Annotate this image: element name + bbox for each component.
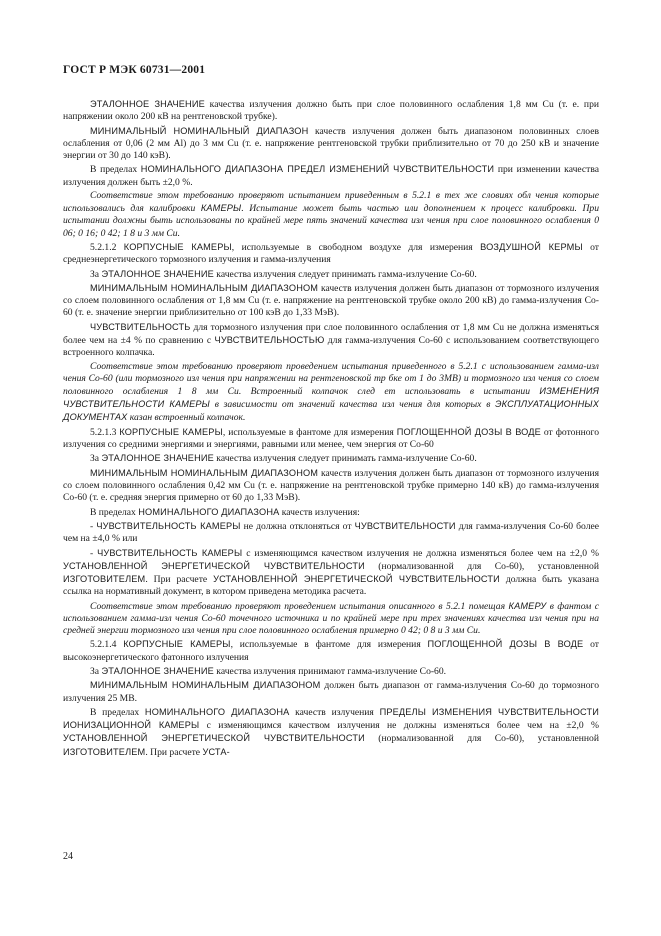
body-paragraph [63, 665, 599, 678]
defined-term: ЭТАЛОННОЕ ЗНАЧЕНИЕ [90, 99, 205, 109]
text-run: не должна отклоняться от [240, 520, 355, 532]
defined-term: ЧУВСТВИТЕЛЬНОСТЬ [90, 321, 191, 332]
body-paragraph [63, 638, 599, 663]
body-paragraph [63, 426, 599, 451]
text-run: . Испытание может быть частью или дополнением к процесс калибровки. При испытании должны быть использованы по крайней мере пять значений качества изл чения при слое половинного ослабления 0 06; 0 16; 0 42; 1 8 и 3 мм Cu. [63, 203, 599, 239]
text-run: должна быть указана ссылка на нормативный документ, в котором приведена методика расчета. [63, 573, 600, 598]
defined-term: ИЗГОТОВИТЕЛЕМ [63, 573, 146, 584]
defined-term: ЧУВСТВИТЕЛЬНОСТЬЮ [214, 334, 325, 345]
defined-term: ИЗМЕНЕНИЯ ЧУВСТВИТЕЛЬНОСТИ КАМЕРЫ [63, 385, 599, 410]
defined-term: НОМИНАЛЬНОГО ДИАПАЗОНА [138, 506, 280, 517]
text-run: За [90, 453, 102, 465]
text-run: качества излучения принимают гамма-излучение Co-60. [213, 665, 447, 677]
text-run: должен быть диапазон от гамма-излучения Co-60 до тормозного излучения 25 МВ. [63, 680, 600, 704]
defined-term: КОРПУСНЫЕ КАМЕРЫ [123, 241, 232, 252]
defined-term: ЧУВСТВИТЕЛЬНОСТЬ КАМЕРЫ [97, 547, 243, 558]
text-run: - [90, 520, 97, 532]
text-run: Соответствие этом требованию проверяют проведением испытания описанного в 5.2.1 помещая [90, 600, 509, 612]
text-run: , используемые в фантоме для измерения [222, 426, 397, 438]
text-run: качества излучения должно быть при слое половинного ослабления 1,8 мм Cu (т. е. при напряжении около 200 кВ на рентгеновской трубке). [63, 99, 599, 123]
defined-term: УСТА- [202, 746, 230, 757]
text-run: от фотонного излучения со средними энергиями и энергиями, равными или менее, чем энергия от Co-60 [63, 426, 600, 450]
text-run: качеств излучения должен быть диапазон от тормозного излучения со слоем половинного ослабления от 1,8 мм Cu (т. е. напряжение на рентгеновской трубке около 200 кВ) до гамма-излучения Co-60 (т. е. значение энергии приблизительно от 100 кэВ до 1,33 МэВ). [63, 282, 599, 319]
defined-term: ПРЕДЕЛЫ ИЗМЕНЕНИЯ ЧУВСТВИТЕЛЬНОСТИ ИОНИЗАЦИОННОЙ КАМЕРЫ [63, 706, 599, 731]
defined-term: ЭТАЛОННОЕ ЗНАЧЕНИЕ [101, 453, 214, 464]
defined-term: ЧУВСТВИТЕЛЬНОСТИ [354, 520, 456, 531]
text-run: в фантом с использованием гамма-изл чения Co-60 точечного источника и по крайней мере при трех значениях качества изл чения при на средней энергии тормозного изл чения при слое половинного ослабления примерно 0 42; 0 8 и 3 мм Cu. [63, 600, 599, 636]
text-run: (нормализованной для Co-60), установленной [364, 560, 599, 572]
body-paragraph [63, 163, 599, 188]
text-run: Соответствие этом требованию проверяют проведением испытания приведенного в 5.2.1 с использованием гамма-изл чения Co-60 (или тормозного изл чения при напряжении на рентгеновской тр бке от 1 до 3MB) и тормозного изл чения со слоем половинного ослабления 1 8 мм Cu. Встроенный колпачок след ет использовать в испытании [63, 360, 599, 397]
document-header: ГОСТ Р МЭК 60731—2001 [63, 64, 206, 76]
defined-term: ПОГЛОЩЕННОЙ ДОЗЫ В ВОДЕ [427, 639, 584, 650]
text-run: . При расчете [145, 573, 214, 585]
text-run: За [90, 665, 102, 677]
text-run: В пределах [90, 706, 145, 718]
text-run: в зависимости от значений качества изл чения для которых в [209, 399, 496, 411]
text-run: с изменяющимся качеством излучения не должны изменяться более чем на ±2,0 % [199, 720, 599, 732]
body-paragraph [63, 241, 599, 266]
defined-term: ЭКСПЛУАТАЦИОННЫХ ДОКУМЕНТАХ [63, 399, 599, 423]
text-run: За [90, 268, 102, 280]
body-paragraph [63, 679, 599, 704]
text-run: с изменяющимся качеством излучения не должна изменяться более чем на ±2,0 % [242, 547, 599, 559]
text-run: В пределах [90, 506, 139, 518]
text-run: 5.2.1.3 [90, 426, 120, 438]
text-run: от высокоэнергетического фатонного излучения [63, 639, 599, 663]
text-run: при изменении качества излучения должен быть ±2,0 %. [63, 164, 600, 188]
body-paragraph [63, 125, 599, 163]
defined-term: ВОЗДУШНОЙ КЕРМЫ [480, 241, 583, 252]
text-run: 5.2.1.4 [90, 639, 124, 651]
text-run: качеств излучения должен быть диапазон от тормозного излучения со слоем половинного ослабления 0,42 мм Cu (т. е. напряжение на рентгеновской трубке примерно 140 кВ) до гамма-излучения Co-60 (т. е. средняя энергия примерно от 60 до 1,33 МэВ). [63, 467, 599, 504]
text-run: для гамма-излучения Co-60 более чем на ±4,0 % или [63, 520, 599, 545]
text-run: для тормозного излучения при слое половинного ослабления от 1,8 мм Cu не должна изменяться более чем на ±4 % по сравнению с [63, 321, 599, 346]
defined-term: ЭТАЛОННОЕ ЗНАЧЕНИЕ [101, 665, 214, 676]
text-run: качеств излучения: [279, 506, 360, 518]
body-paragraph [63, 506, 599, 519]
defined-term: ИЗГОТОВИТЕЛЕМ [63, 746, 146, 757]
defined-term: КАМЕРЫ [200, 203, 242, 214]
text-run: . При расчете [145, 746, 203, 758]
defined-term: МИНИМАЛЬНЫМ НОМИНАЛЬНЫМ ДИАПАЗОНОМ [90, 467, 319, 478]
document-body [63, 98, 599, 760]
text-run: , используемые в свободном воздухе для измерения [231, 241, 481, 253]
body-paragraph [63, 467, 599, 505]
text-run: качества излучения следует принимать гамма-излучение Co-60. [213, 268, 477, 280]
text-run: от среднеэнергетического тормозного излучения и гамма-излучения [63, 241, 600, 266]
compliance-note-paragraph [63, 600, 599, 638]
defined-term: НОМИНАЛЬНОГО ДИАПАЗОНА [144, 706, 290, 717]
body-paragraph [63, 452, 599, 465]
text-run: качеств излучения должен быть диапазоном половинных слоев ослабления от 0,06 (2 мм Al) до 3 мм Cu (т. е. напряжение рентгеновской трубки приблизительно от 70 до 250 кВ и значение энергии от 30 до 140 кэВ). [63, 125, 599, 161]
body-paragraph [63, 282, 599, 320]
compliance-note-paragraph [63, 361, 599, 425]
page-number: 24 [63, 851, 73, 862]
body-paragraph [63, 268, 599, 281]
text-run: качеств излучения [289, 706, 380, 718]
defined-term: ЧУВСТВИТЕЛЬНОСТЬ КАМЕРЫ [96, 520, 241, 531]
compliance-note-paragraph [63, 190, 599, 240]
text-run: В пределах [90, 164, 141, 176]
defined-term: МИНИМАЛЬНЫМ НОМИНАЛЬНЫМ ДИАПАЗОНОМ [90, 680, 321, 691]
defined-term: КОРПУСНЫЕ КАМЕРЫ [119, 426, 223, 437]
defined-term: МИНИМАЛЬНЫМ НОМИНАЛЬНЫМ ДИАПАЗОНОМ [90, 282, 319, 293]
text-run: (нормализованной для Co-60), установленной [364, 733, 599, 745]
body-paragraph [63, 706, 599, 759]
defined-term: УСТАНОВЛЕННОЙ ЭНЕРГЕТИЧЕСКОЙ ЧУВСТВИТЕЛЬНОСТИ [213, 573, 500, 584]
text-run: - [90, 547, 98, 559]
defined-term: КОРПУСНЫЕ КАМЕРЫ [123, 639, 231, 650]
defined-term: КАМЕРУ [508, 600, 547, 611]
text-run: казан встроенный колпачок. [127, 412, 246, 424]
defined-term: НОМИНАЛЬНОГО ДИАПАЗОНА ПРЕДЕЛ ИЗМЕНЕНИЙ ЧУВСТВИТЕЛЬНОСТИ [140, 164, 495, 175]
body-paragraph [63, 321, 599, 360]
text-run: для гамма-излучения Co-60 с использованием соответствующего встроенного колпачка. [63, 334, 599, 359]
text-run: , используемые в фантоме для измерения [230, 639, 428, 651]
defined-term: ПОГЛОЩЕННОЙ ДОЗЫ В ВОДЕ [396, 426, 541, 437]
defined-term: ЭТАЛОННОЕ ЗНАЧЕНИЕ [101, 268, 214, 279]
body-paragraph [63, 98, 599, 123]
defined-term: УСТАНОВЛЕННОЙ ЭНЕРГЕТИЧЕСКОЙ ЧУВСТВИТЕЛЬНОСТИ [63, 560, 365, 571]
defined-term: МИНИМАЛЬНЫЙ НОМИНАЛЬНЫЙ ДИАПАЗОН [90, 125, 309, 136]
defined-term: УСТАНОВЛЕННОЙ ЭНЕРГЕТИЧЕСКОЙ ЧУВСТВИТЕЛЬНОСТИ [63, 733, 365, 744]
text-run: 5.2.1.2 [90, 241, 124, 253]
text-run: Соответствие этом требованию проверяют испытанием приведенным в 5.2.1 в тех же словиях обл чения которые использовались для калибровки [63, 189, 599, 215]
body-paragraph [63, 547, 599, 599]
text-run: качества излучения следует принимать гамма-излучение Co-60. [213, 453, 477, 465]
body-paragraph [63, 520, 599, 545]
